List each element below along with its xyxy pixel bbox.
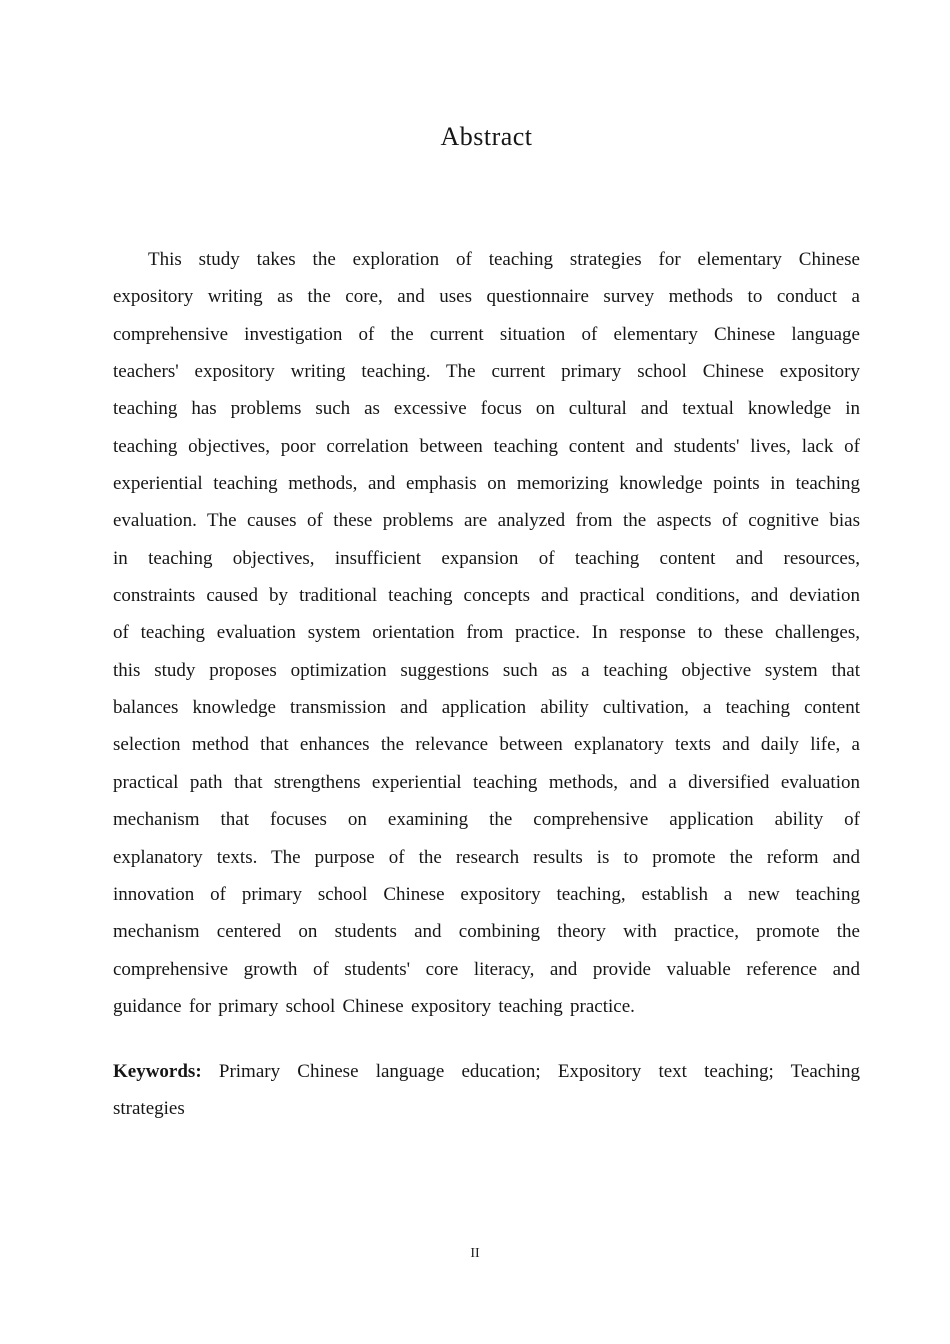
abstract-line: teaching objectives, poor correlation between teaching content and students' lives, lack of: [113, 435, 860, 457]
abstract-line: guidance for primary school Chinese expository teaching practice.: [113, 995, 635, 1017]
abstract-line: this study proposes optimization suggestions such as a teaching objective system that: [113, 659, 860, 681]
abstract-line: selection method that enhances the relevance between explanatory texts and daily life, a: [113, 734, 860, 756]
abstract-line: teaching has problems such as excessive focus on cultural and textual knowledge in: [113, 398, 860, 420]
abstract-line: in teaching objectives, insufficient expansion of teaching content and resources,: [113, 547, 860, 569]
keywords-line-1: [113, 1053, 860, 1090]
abstract-line: evaluation. The causes of these problems are analyzed from the aspects of cognitive bias: [113, 510, 860, 532]
abstract-line: balances knowledge transmission and application ability cultivation, a teaching content: [113, 697, 860, 719]
abstract-line: mechanism centered on students and combining theory with practice, promote the: [113, 921, 860, 943]
abstract-line: This study takes the exploration of teaching strategies for elementary Chinese: [148, 249, 860, 270]
abstract-paragraph: [113, 241, 860, 1025]
abstract-line: experiential teaching methods, and emphasis on memorizing knowledge points in teaching: [113, 473, 860, 495]
abstract-line: expository writing as the core, and uses questionnaire survey methods to conduct a: [113, 286, 860, 308]
abstract-line: practical path that strengthens experiential teaching methods, and a diversified evaluation: [113, 771, 860, 793]
abstract-line: constraints caused by traditional teaching concepts and practical conditions, and deviation: [113, 585, 860, 607]
keywords-text: Primary Chinese language education; Expository text teaching; Teaching: [218, 1061, 861, 1082]
keywords-label: Keywords:: [113, 1061, 202, 1082]
abstract-line: comprehensive growth of students' core literacy, and provide valuable reference and: [113, 958, 860, 980]
abstract-line: comprehensive investigation of the current situation of elementary Chinese language: [113, 323, 860, 345]
abstract-line: innovation of primary school Chinese expository teaching, establish a new teaching: [113, 883, 860, 905]
abstract-line: teachers' expository writing teaching. The current primary school Chinese expository: [113, 361, 860, 383]
keywords-block: [113, 1053, 860, 1128]
abstract-line: mechanism that focuses on examining the comprehensive application ability of: [113, 809, 860, 831]
abstract-line: explanatory texts. The purpose of the research results is to promote the reform and: [113, 846, 860, 868]
abstract-line: of teaching evaluation system orientation from practice. In response to these challenges,: [113, 622, 860, 644]
page-title: Abstract: [440, 122, 533, 151]
page-number: II: [470, 1246, 480, 1261]
keywords-line-2: strategies: [113, 1098, 185, 1120]
